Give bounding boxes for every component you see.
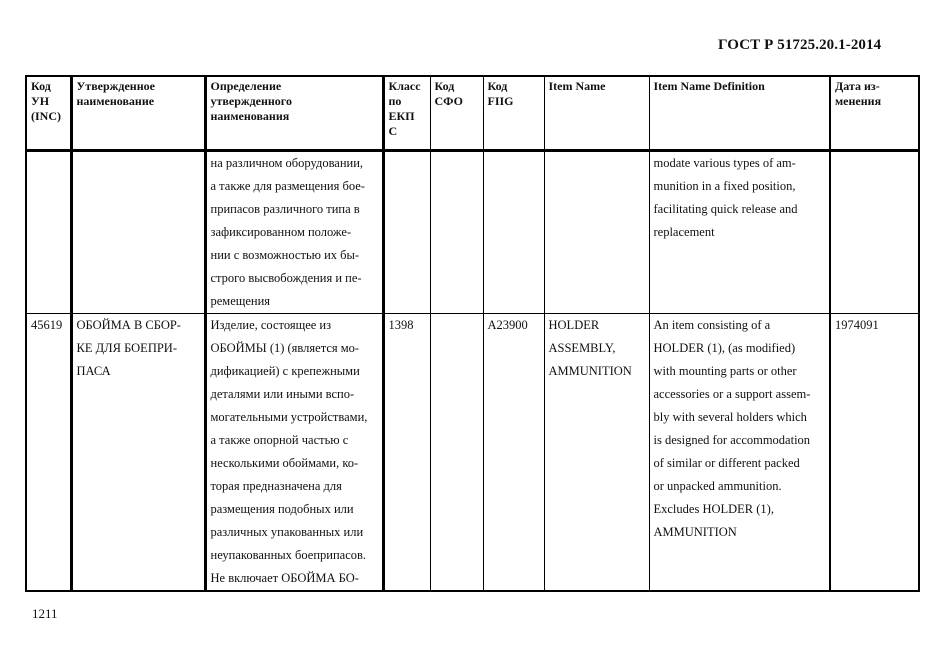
cell-item-name <box>544 151 649 314</box>
header-item-name: Item Name <box>544 76 649 151</box>
cell-item-name: HOLDER ASSEMBLY, AMMUNITION <box>544 314 649 592</box>
table-row <box>26 314 919 592</box>
cell-inc <box>26 151 71 314</box>
cell-item-name-definition: An item consisting of a HOLDER (1), (as modified) with mounting parts or other accessories or a support assem- bly with several holders which is designed for accommodation of similar or different packed or unpacked ammunition. Excludes HOLDER (1), AMMUNITION <box>649 314 830 592</box>
header-fiig-code: Код FIIG <box>483 76 544 151</box>
cell-sfo-code <box>430 151 483 314</box>
header-ekps-class: Класс по ЕКП С <box>383 76 430 151</box>
cell-approved-name: ОБОЙМА В СБОР- КЕ ДЛЯ БОЕПРИ- ПАСА <box>71 314 205 592</box>
header-inc-code: Код УН (INC) <box>26 76 71 151</box>
cell-inc: 45619 <box>26 314 71 592</box>
cell-change-date <box>830 151 919 314</box>
cell-definition-ru: Изделие, состоящее из ОБОЙМЫ (1) (является мо- дификацией) с крепежными деталями или иными вспо- могательными устройствами, а также опорной частью с несколькими обоймами, ко- торая предназначена для размещения подобных или различных упакованных или неупакованных боеприпасов. Не включает ОБОЙМА БО- <box>205 314 383 592</box>
nomenclature-table <box>25 75 920 592</box>
cell-item-name-definition: modate various types of am- munition in a fixed position, facilitating quick release and replacement <box>649 151 830 314</box>
cell-ekps-class: 1398 <box>383 314 430 592</box>
cell-fiig-code <box>483 151 544 314</box>
table-row <box>26 151 919 314</box>
cell-change-date: 1974091 <box>830 314 919 592</box>
cell-definition-ru: на различном оборудовании, а также для размещения бое- припасов различного типа в зафиксированном положе- нии с возможностью их бы- строго высвобождения и пе- ремещения <box>205 151 383 314</box>
header-row <box>26 76 919 151</box>
header-item-name-definition: Item Name Definition <box>649 76 830 151</box>
cell-sfo-code <box>430 314 483 592</box>
standard-designation: ГОСТ Р 51725.20.1-2014 <box>718 37 882 53</box>
header-sfo-code: Код СФО <box>430 76 483 151</box>
cell-ekps-class <box>383 151 430 314</box>
cell-approved-name <box>71 151 205 314</box>
header-change-date: Дата из- менения <box>830 76 919 151</box>
header-approved-name: Утвержденное наименование <box>71 76 205 151</box>
page-number: 1211 <box>32 606 58 621</box>
header-approved-name-definition: Определение утвержденного наименования <box>205 76 383 151</box>
cell-fiig-code: A23900 <box>483 314 544 592</box>
